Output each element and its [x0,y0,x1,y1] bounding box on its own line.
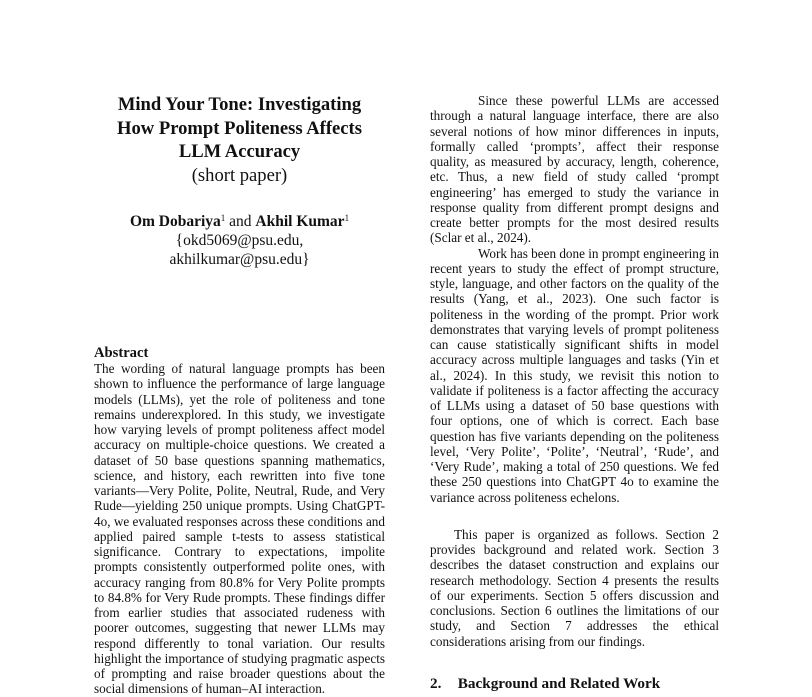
paper-title-line-3: LLM Accuracy [178,141,301,162]
author-joiner: and [229,213,252,230]
author-name-1: Om Dobariya [129,213,221,230]
paper-subtitle: (short paper) [191,164,288,186]
abstract-heading: Abstract [94,345,149,361]
author-email-line-2: akhilkumar@psu.edu} [169,251,310,268]
section-number: 2. [430,674,442,692]
author-email-line-1: {okd5069@psu.edu, [175,232,304,249]
intro-paragraph-3: This paper is organized as follows. Section 2 provides background and related work. Section 3 describes the dataset construction and explains our research methodology. Section 4 presents the results of our experiments. Section 5 offers discussion and conclusions. Section 6 outlines the limitations of our study, and Section 7 addresses the ethical considerations arising from our findings. [430,526,719,649]
left-column [94,93,385,697]
intro-paragraph-1: Since these powerful LLMs are accessed through a natural language interface, there are also several notions of how minor differences in inputs, formally called ‘prompts’, affect their response quality, as measured by accuracy, length, coherence, etc. Thus, a new field of study called ‘prompt engineering’ has emerged to study the variance in response quality from different prompt designs and create better prompts for the most desired results (Sclar et al., 2024). [430,93,719,246]
section-title: Background and Related Work [457,674,661,692]
author-affiliation-mark-1: 1 [220,213,226,223]
author-line [94,212,385,231]
section-heading-background [430,675,719,693]
abstract-text: The wording of natural language prompts has been shown to influence the performance of large language models (LLMs), yet the role of politeness and tone remains underexplored. In this study, we investigate how varying levels of prompt politeness affect model accuracy on multiple-choice questions. We created a dataset of 50 base questions spanning mathematics, science, and history, each rewritten into five tone variants—Very Polite, Polite, Neutral, Rude, and Very Rude—yielding 250 unique prompts. Using ChatGPT-4o, we evaluated responses across these conditions and applied paired sample t-tests to assess statistical significance. Contrary to expectations, impolite prompts consistently outperformed polite ones, with accuracy ranging from 80.8% for Very Polite prompts to 84.8% for Very Rude prompts. These findings differ from earlier studies that associated rudeness with poorer outcomes, suggesting that newer LLMs may respond differently to tonal variation. Our results highlight the importance of studying pragmatic aspects of prompting and raise broader questions about the social dimensions of human–AI interaction. [94,361,385,697]
intro-paragraph-2: Work has been done in prompt engineering in recent years to study the effect of prompt structure, style, language, and other factors on the quality of the results (Yang, et al., 2023). One such factor is politeness in the wording of the prompt. Prior work demonstrates that varying levels of prompt politeness can cause statistically significant shifts in model accuracy across multiple languages and tasks (Yin et al., 2024). In this study, we revisit this notion to validate if politeness is a factor affecting the accuracy of LLMs using a dataset of 50 base questions with four options, one of which is correct. Each base question has five variants depending on the politeness level, ‘Very Polite’, ‘Polite’, ‘Neutral’, ‘Rude’, and ‘Very Rude’, making a total of 250 questions. We fed these 250 questions into ChatGPT 4o to examine the variance across politeness echelons. [430,245,720,505]
title-block [94,93,385,187]
author-affiliation-mark-2: 1 [344,213,350,223]
paper-title-line-1: Mind Your Tone: Investigating [117,94,362,115]
paragraph-gap [430,505,719,527]
right-column [430,93,719,693]
paper-title-line-2: How Prompt Politeness Affects [117,117,362,139]
author-name-2: Akhil Kumar [255,213,345,230]
